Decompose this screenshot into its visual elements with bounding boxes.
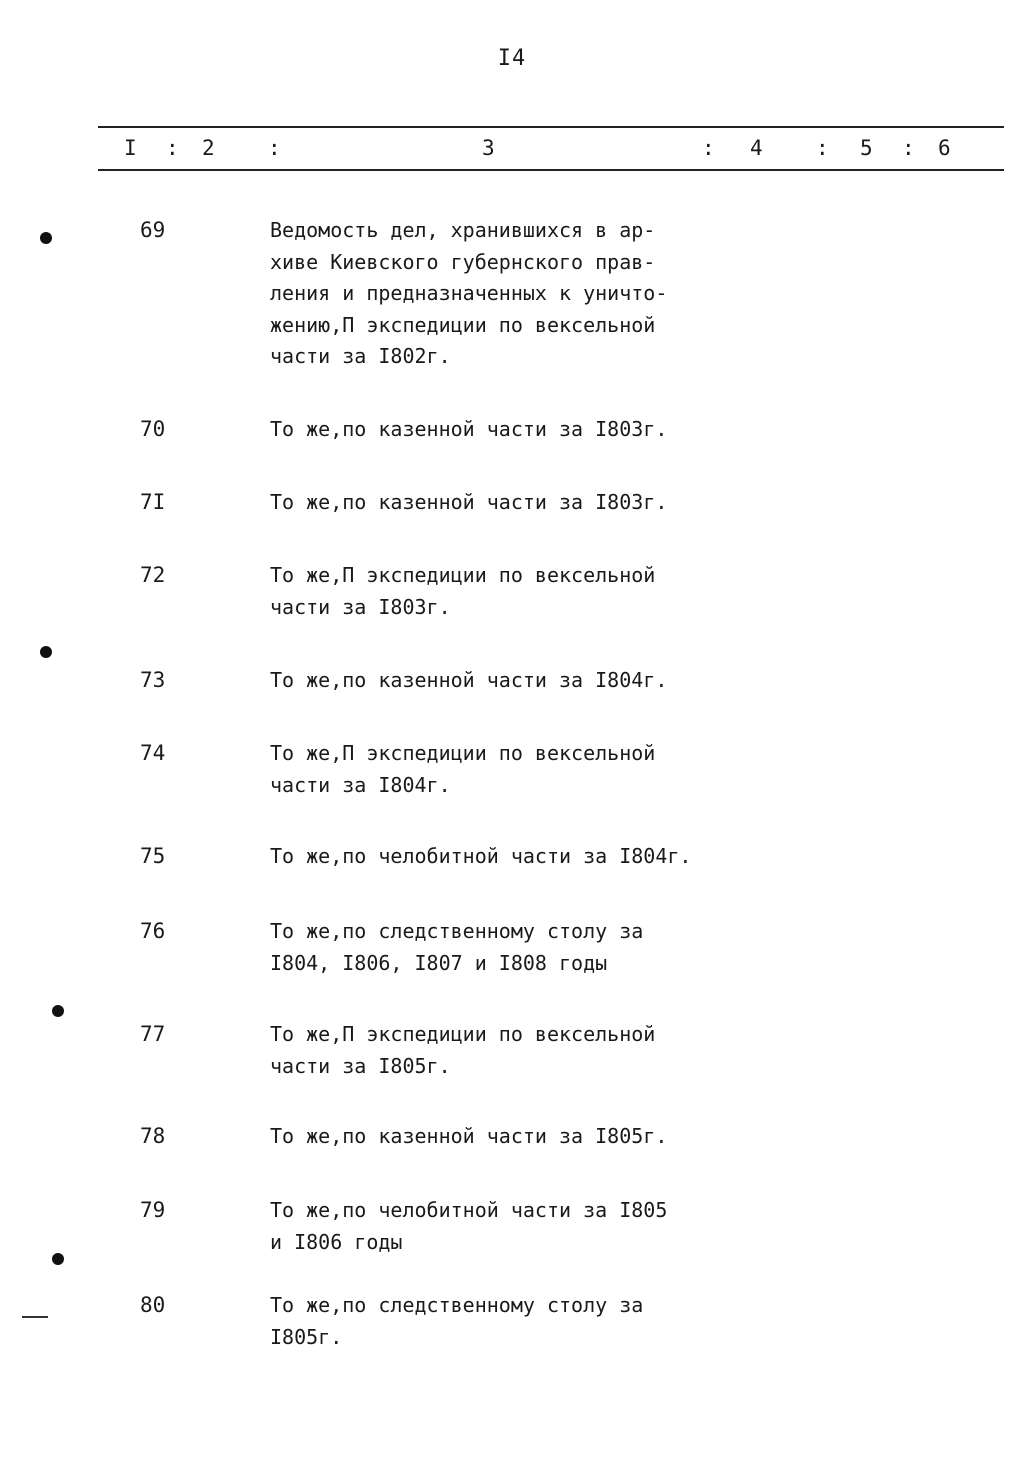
column-header-6: 6 [938,136,951,160]
entry-description: То же,по казенной части за I804г. [270,668,668,692]
column-separator: : [702,136,715,160]
column-header-4: 4 [750,136,763,160]
entry-description: То же,П экспедиции по вексельной части за I805г. [270,1022,656,1078]
column-separator: : [166,136,179,160]
entry-number: 77 [140,1022,166,1046]
entry-description: То же,по казенной части за I803г. [270,490,668,514]
entry-description: То же,по следственному столу за I804, I806, I807 и I808 годы [270,919,644,975]
entry-number: 76 [140,919,166,943]
binding-hole-mark [40,232,52,244]
entry-description: То же,по челобитной части за I805 и I806 годы [270,1198,668,1254]
entry-number: 73 [140,668,166,692]
entry-description: Ведомость дел, хранившихся в ар- хиве Киевского губернского прав- ления и предназначенных к уничто- жению,П экспедиции по вексельной части за I802г. [270,218,668,368]
entry-description: То же,по челобитной части за I804г. [270,844,692,868]
binding-hole-mark [52,1253,64,1265]
page-number: I4 [497,46,527,71]
margin-dash-mark [22,1316,48,1318]
entry-number: 74 [140,741,166,765]
entry-number: 79 [140,1198,166,1222]
column-header-3: 3 [482,136,495,160]
entry-number: 69 [140,218,166,242]
binding-hole-mark [40,646,52,658]
entry-description: То же,П экспедиции по вексельной части за I804г. [270,741,656,797]
entry-number: 80 [140,1293,166,1317]
entry-description: То же,П экспедиции по вексельной части за I803г. [270,563,656,619]
table-header-top-rule [98,126,1004,128]
binding-hole-mark [52,1005,64,1017]
entry-description: То же,по следственному столу за I805г. [270,1293,644,1349]
entry-number: 70 [140,417,166,441]
column-header-2: 2 [202,136,215,160]
entry-number: 75 [140,844,166,868]
column-separator: : [816,136,829,160]
column-header-1: I [124,136,137,160]
entry-description: То же,по казенной части за I803г. [270,417,668,441]
column-header-5: 5 [860,136,873,160]
table-header-bottom-rule [98,169,1004,171]
column-separator: : [902,136,915,160]
column-separator: : [268,136,281,160]
entry-description: То же,по казенной части за I805г. [270,1124,668,1148]
entry-number: 7I [140,490,166,514]
entry-number: 72 [140,563,166,587]
entry-number: 78 [140,1124,166,1148]
